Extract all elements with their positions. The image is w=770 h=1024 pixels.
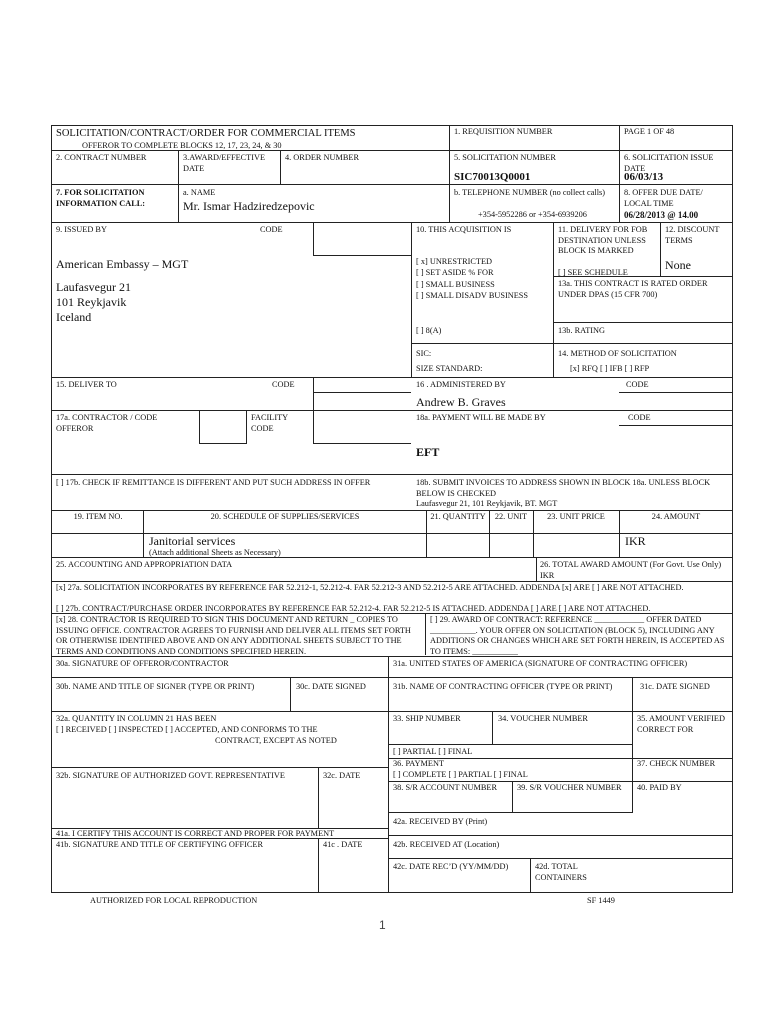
divider <box>51 510 733 511</box>
code-label: CODE <box>626 380 649 389</box>
divider <box>313 222 314 256</box>
contracting-officer-name-label: 31b. NAME OF CONTRACTING OFFICER (TYPE OR PRINT) <box>393 682 613 691</box>
see-schedule-checkbox[interactable]: [ ] SEE SCHEDULE <box>558 268 628 277</box>
date-received-label: 42c. DATE REC’D (YY/MM/DD) <box>393 862 509 871</box>
payment-method-value[interactable]: EFT <box>416 445 440 459</box>
divider <box>388 744 632 745</box>
discount-terms-label: 12. DISCOUNT TERMS <box>665 225 720 245</box>
footer-reproduction: AUTHORIZED FOR LOCAL REPRODUCTION <box>90 896 258 905</box>
received-by-label: 42a. RECEIVED BY (Print) <box>393 817 488 826</box>
deliver-to-label: 15. DELIVER TO <box>56 380 117 389</box>
solicitation-method-options[interactable]: [x] RFQ [ ] IFB [ ] RFP <box>570 364 650 373</box>
frame-top <box>51 125 733 126</box>
divider <box>388 711 389 892</box>
sr-account-label: 38. S/R ACCOUNT NUMBER <box>393 783 498 792</box>
solicitation-call-label: 7. FOR SOLICITATION INFORMATION CALL: <box>56 188 146 208</box>
administered-by-label: 16 . ADMINISTERED BY <box>416 380 506 389</box>
order-number-label: 4. ORDER NUMBER <box>285 153 359 162</box>
date-label: 32c. DATE <box>323 771 361 780</box>
discount-terms-value[interactable]: None <box>665 258 691 272</box>
divider <box>51 581 733 582</box>
issuer-address-line: Laufasvegur 21 <box>56 280 131 294</box>
sic-label: SIC: <box>416 349 432 358</box>
divider <box>530 858 531 892</box>
code-label: CODE <box>260 225 283 234</box>
quantity-received-label: 32a. QUANTITY IN COLUMN 21 HAS BEEN <box>56 714 217 723</box>
check-number-label: 37. CHECK NUMBER <box>637 759 716 768</box>
remittance-checkbox[interactable]: [ ] 17b. CHECK IF REMITTANCE IS DIFFERENT AND PUT SUCH ADDRESS IN OFFER <box>56 478 371 487</box>
certify-account-label: 41a. I CERTIFY THIS ACCOUNT IS CORRECT AND PROPER FOR PAYMENT <box>56 829 335 838</box>
unit-header: 22. UNIT <box>494 512 528 521</box>
solicitation-number-label: 5. SOLICITATION NUMBER <box>454 153 556 162</box>
code-label: CODE <box>628 413 651 422</box>
contractor-label <box>56 413 166 434</box>
requisition-number-label: 1. REQUISITION NUMBER <box>454 127 553 136</box>
sr-voucher-label: 39. S/R VOUCHER NUMBER <box>517 783 622 792</box>
divider <box>51 184 733 185</box>
contact-name-value[interactable]: Mr. Ismar Hadziredzepovic <box>183 199 315 213</box>
unrestricted-checkbox[interactable]: [ x] UNRESTRICTED <box>416 257 493 266</box>
divider <box>199 443 246 444</box>
code-label: CODE <box>272 380 295 389</box>
frame-left <box>51 125 52 893</box>
divider <box>388 858 732 859</box>
received-options[interactable]: [ ] RECEIVED [ ] INSPECTED [ ] ACCEPTED, AND CONFORMS TO THE <box>56 725 318 734</box>
divider <box>51 474 733 475</box>
divider <box>280 150 281 184</box>
divider <box>536 557 537 581</box>
divider <box>313 255 411 256</box>
solicitation-method-label: 14. METHOD OF SOLICITATION <box>558 349 677 358</box>
amount-verified-label: 35. AMOUNT VERIFIED CORRECT FOR <box>637 714 725 734</box>
govt-rep-signature-label: 32b. SIGNATURE OF AUTHORIZED GOVT. REPRESENTATIVE <box>56 771 285 780</box>
facility-code-label: FACILITY CODE <box>251 413 288 433</box>
divider <box>388 656 389 711</box>
accounting-label: 25. ACCOUNTING AND APPROPRIATION DATA <box>56 560 233 569</box>
divider <box>313 443 411 444</box>
administered-by-value[interactable]: Andrew B. Graves <box>416 395 506 409</box>
addenda-27a[interactable]: [x] 27a. SOLICITATION INCORPORATES BY REFERENCE FAR 52.212-1, 52.212-4. FAR 52.212-3 AND 52.212-5 ARE ATTACHED. ADDENDA [x] ARE [ ] ARE NOT ATTACHED. <box>56 583 684 592</box>
frame-right <box>732 125 733 893</box>
divider <box>411 343 732 344</box>
frame-bottom <box>51 892 733 893</box>
small-business-checkbox[interactable]: [ ] SMALL BUSINESS <box>416 280 495 289</box>
divider <box>425 613 426 655</box>
divider <box>553 322 732 323</box>
issue-date-value[interactable]: 06/03/13 <box>624 171 664 183</box>
schedule-header: 20. SCHEDULE OF SUPPLIES/SERVICES <box>210 512 360 521</box>
divider <box>51 222 733 223</box>
divider <box>660 222 661 276</box>
divider <box>313 410 314 444</box>
issue-date-label: 6. SOLICITATION ISSUE DATE <box>624 153 714 173</box>
total-award-label: 26. TOTAL AWARD AMOUNT (For Govt. Use Only) IKR <box>540 560 722 580</box>
offer-due-value[interactable]: 06/28/2013 @ 14.00 <box>624 210 699 220</box>
total-containers-label: 42d. TOTAL CONTAINERS <box>535 862 587 882</box>
acquisition-label: 10. THIS ACQUISITION IS <box>416 225 512 234</box>
delivery-fob-label: 11. DELIVERY FOR FOB DESTINATION UNLESS BLOCK IS MARKED <box>558 225 648 255</box>
divider <box>313 377 314 410</box>
divider <box>619 125 620 223</box>
form-title: SOLICITATION/CONTRACT/ORDER FOR COMMERCIAL ITEMS <box>56 128 356 139</box>
divider <box>619 425 732 426</box>
offer-due-label: 8. OFFER DUE DATE/ LOCAL TIME <box>624 188 703 208</box>
item-no-header: 19. ITEM NO. <box>73 512 123 521</box>
divider <box>318 838 319 892</box>
contractor-required-28[interactable]: [x] 28. CONTRACTOR IS REQUIRED TO SIGN THIS DOCUMENT AND RETURN _ COPIES TO ISSUING OFFICE. CONTRACTOR AGREES TO FURNISH AND DELIVER ALL ITEMS SET FORTH OR OTHERWISE IDENTIFIED ABOVE AND ON ANY ADDITIONAL SHEETS SUBJECT TO THE TERMS AND CONDITIONS AND CONDITIONS SPECIFIED HEREIN. <box>56 615 411 656</box>
set-aside-checkbox[interactable]: [ ] SET ASIDE % FOR <box>416 268 494 277</box>
addenda-27b[interactable]: [ ] 27b. CONTRACT/PURCHASE ORDER INCORPORATES BY REFERENCE FAR 52.212-4. FAR 52.212-5 IS ATTACHED. ADDENDA [ ] ARE [ ] ARE NOT ATTACHED. <box>56 604 651 613</box>
offeror-signature-label: 30a. SIGNATURE OF OFFEROR/CONTRACTOR <box>56 659 229 668</box>
telephone-label: b. TELEPHONE NUMBER (no collect calls) <box>454 188 606 197</box>
issuer-address-line: Iceland <box>56 310 92 324</box>
divider <box>449 150 732 151</box>
divider <box>51 711 733 712</box>
divider <box>290 677 291 711</box>
contractor-label-text: 17a. CONTRACTOR / CODE OFFEROR <box>56 413 158 433</box>
divider <box>632 711 633 813</box>
divider <box>632 677 633 711</box>
size-standard-label: SIZE STANDARD: <box>416 364 483 373</box>
divider <box>388 781 732 782</box>
award-date-label: 3.AWARD/EFFECTIVE DATE <box>183 153 266 173</box>
divider <box>388 835 732 836</box>
contract-number-label: 2. CONTRACT NUMBER <box>56 153 147 162</box>
divider <box>553 222 554 377</box>
name-label: a. NAME <box>183 188 216 197</box>
quantity-header: 21. QUANTITY <box>430 512 486 521</box>
submit-invoices-label: 18b. SUBMIT INVOICES TO ADDRESS SHOWN IN BLOCK 18a. UNLESS BLOCK BELOW IS CHECKED <box>416 478 711 498</box>
paid-by-label: 40. PAID BY <box>637 783 682 792</box>
divider <box>388 812 632 813</box>
page-count: PAGE 1 OF 48 <box>624 127 675 136</box>
divider <box>199 410 200 444</box>
voucher-number-label: 34. VOUCHER NUMBER <box>498 714 588 723</box>
service-description: Janitorial services <box>149 534 236 548</box>
small-disadv-checkbox[interactable]: [ ] SMALL DISADV BUSINESS <box>416 291 529 300</box>
invoice-address: Laufasvegur 21, 101 Reykjavik, BT. MGT <box>416 499 558 508</box>
divider <box>51 410 733 411</box>
form-subtitle: OFFEROR TO COMPLETE BLOCKS 12, 17, 23, 24, & 30 <box>82 141 282 150</box>
rating-label: 13b. RATING <box>558 326 606 335</box>
issuer-name: American Embassy – MGT <box>56 257 189 271</box>
award-of-contract-29[interactable]: [ ] 29. AWARD OF CONTRACT: REFERENCE ____________ OFFER DATED ___________. YOUR OFFER ON SOLICITATION (BLOCK 5), INCLUDING ANY ADDITIONS OR CHANGES WHICH ARE SET FORTH HEREIN, IS ACCEPTED AS TO ITEMS: ___________ <box>430 615 725 656</box>
date-label: 41c . DATE <box>323 840 363 849</box>
certifying-officer-label: 41b. SIGNATURE AND TITLE OF CERTIFYING OFFICER <box>56 840 264 849</box>
rated-order-label: 13a. THIS CONTRACT IS RATED ORDER UNDER DPAS (15 CFR 700) <box>558 279 708 299</box>
divider <box>619 392 732 393</box>
divider <box>449 125 450 223</box>
payment-by-label: 18a. PAYMENT WILL BE MADE BY <box>416 413 546 422</box>
divider <box>51 377 733 378</box>
divider <box>246 410 247 444</box>
issuer-address-line: 101 Reykjavik <box>56 295 127 309</box>
telephone-value[interactable]: +354-5952286 or +354-6939206 <box>478 210 587 219</box>
unit-price-header: 23. UNIT PRICE <box>547 512 605 521</box>
divider <box>512 781 513 813</box>
divider <box>51 767 388 768</box>
payment-label: 36. PAYMENT <box>393 759 445 768</box>
divider <box>411 222 412 377</box>
payment-options[interactable]: [ ] COMPLETE [ ] PARTIAL [ ] FINAL <box>393 770 528 779</box>
amount-header: 24. AMOUNT <box>651 512 701 521</box>
attach-note: (Attach additional Sheets as Necessary) <box>149 548 281 557</box>
divider <box>318 767 319 828</box>
divider <box>313 392 411 393</box>
contracting-officer-signature-label: 31a. UNITED STATES OF AMERICA (SIGNATURE OF CONTRACTING OFFICER) <box>393 659 688 668</box>
8a-checkbox[interactable]: [ ] 8(A) <box>416 326 442 335</box>
partial-final-checkbox[interactable]: [ ] PARTIAL [ ] FINAL <box>393 747 473 756</box>
page-number: 1 <box>379 918 386 932</box>
received-at-label: 42b. RECEIVED AT (Location) <box>393 840 500 849</box>
divider <box>492 711 493 744</box>
date-signed-label: 30c. DATE SIGNED <box>296 682 366 691</box>
solicitation-number-value[interactable]: SIC70013Q0001 <box>454 171 531 183</box>
divider <box>51 677 733 678</box>
signer-name-label: 30b. NAME AND TITLE OF SIGNER (TYPE OR PRINT) <box>56 682 255 691</box>
received-options-continued: CONTRACT, EXCEPT AS NOTED <box>215 736 337 745</box>
divider <box>178 150 179 223</box>
ship-number-label: 33. SHIP NUMBER <box>393 714 461 723</box>
date-signed-label: 31c. DATE SIGNED <box>640 682 710 691</box>
footer-form-number: SF 1449 <box>587 896 615 905</box>
issued-by-label: 9. ISSUED BY <box>56 225 107 234</box>
currency-value: IKR <box>625 534 646 548</box>
